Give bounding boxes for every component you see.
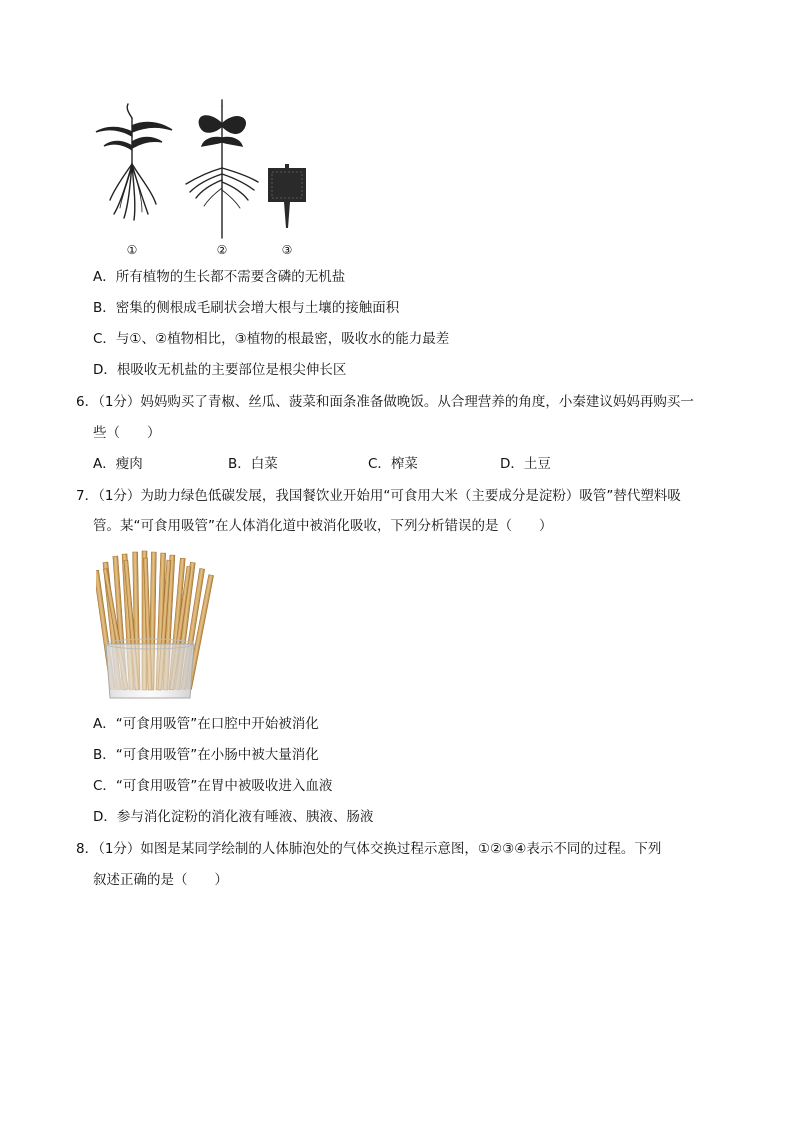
edible-straws-photo xyxy=(96,550,218,700)
q7-option-d: D．参与消化淀粉的消化液有唾液、胰液、肠液 xyxy=(93,809,374,825)
q5-option-c: C．与①、②植物相比，③植物的根最密，吸收水的能力最差 xyxy=(93,331,450,347)
q5-option-b: B．密集的侧根成毛刷状会增大根与土壤的接触面积 xyxy=(93,300,400,316)
q7-option-a: A．“可食用吸管”在口腔中开始被消化 xyxy=(93,716,319,732)
q7-option-b: B．“可食用吸管”在小肠中被大量消化 xyxy=(93,747,319,763)
figure-label-2: ② xyxy=(216,243,228,257)
q6-option-b: B．白菜 xyxy=(228,456,278,472)
figure-label-3: ③ xyxy=(281,243,293,257)
glass xyxy=(106,644,194,698)
q6-stem-line-2: 些（ ） xyxy=(93,425,161,441)
plant-roots-figure xyxy=(92,96,322,258)
q6-option-d: D．土豆 xyxy=(500,456,551,472)
q7-stem-line-2: 管。某“可食用吸管”在人体消化道中被消化吸收，下列分析错误的是（ ） xyxy=(93,518,553,534)
q7-stem-line-1: 7．（1分）为助力绿色低碳发展，我国餐饮业开始用“可食用大米（主要成分是淀粉）吸管”替代塑料吸 xyxy=(76,488,681,504)
plant-1-drawing xyxy=(96,104,172,220)
plant-2-drawing xyxy=(186,100,258,238)
q8-stem-line-1: 8．（1分）如图是某同学绘制的人体肺泡处的气体交换过程示意图，①②③④表示不同的过程。下列 xyxy=(76,841,662,857)
plant-3-drawing xyxy=(268,164,306,228)
q5-option-a: A．所有植物的生长都不需要含磷的无机盐 xyxy=(93,269,346,285)
q6-stem-line-1: 6．（1分）妈妈购买了青椒、丝瓜、菠菜和面条准备做晚饭。从合理营养的角度，小秦建议妈妈再购买一 xyxy=(76,394,694,410)
q7-option-c: C．“可食用吸管”在胃中被吸收进入血液 xyxy=(93,778,333,794)
q5-option-d: D．根吸收无机盐的主要部位是根尖伸长区 xyxy=(93,362,347,378)
q8-stem-line-2: 叙述正确的是（ ） xyxy=(93,872,228,888)
q6-option-a: A．瘦肉 xyxy=(93,456,143,472)
q6-option-c: C．榨菜 xyxy=(368,456,418,472)
figure-label-1: ① xyxy=(126,243,138,257)
